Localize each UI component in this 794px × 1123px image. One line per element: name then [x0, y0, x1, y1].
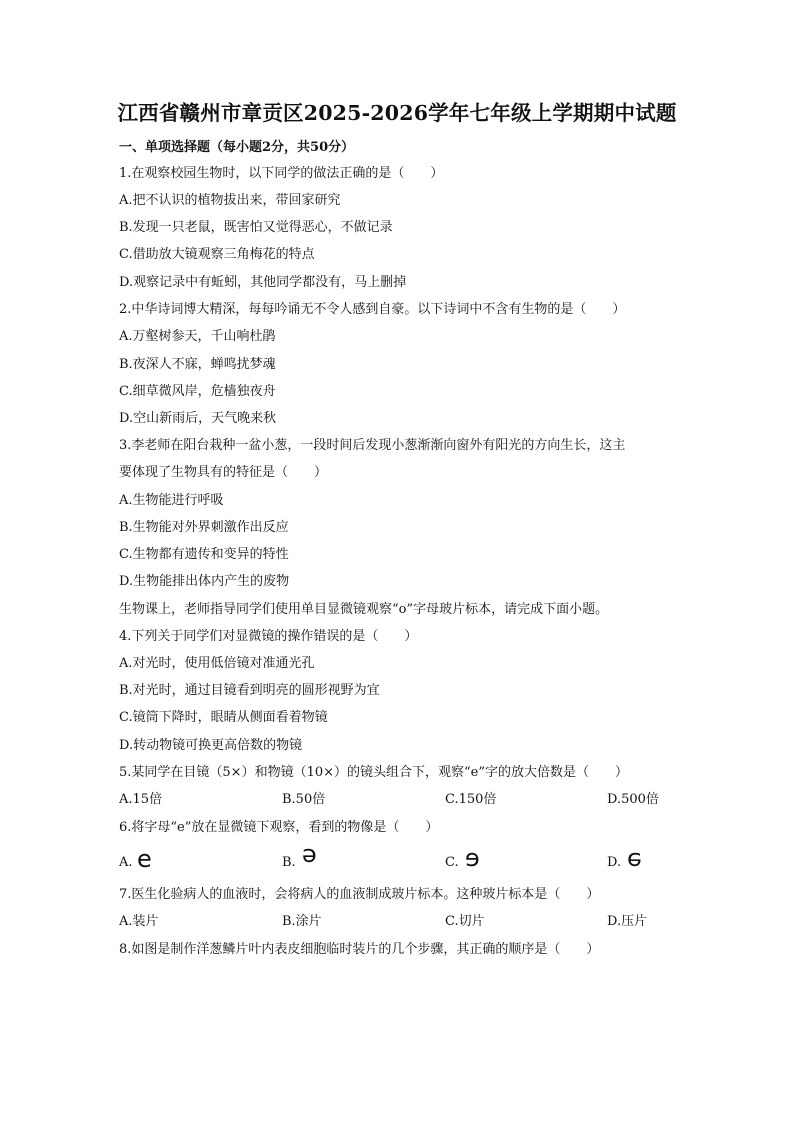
section-heading: 一、单项选择题（每小题2分，共50分） — [119, 140, 355, 155]
q5-option-d: D.500倍 — [607, 792, 659, 807]
q7-option-d: D.压片 — [607, 914, 648, 929]
q5-option-c: C.150倍 — [445, 792, 497, 807]
question-8-stem: 8.如图是制作洋葱鳞片叶内表皮细胞临时装片的几个步骤，其正确的顺序是（ ） — [119, 942, 600, 957]
question-1-stem: 1.在观察校园生物时，以下同学的做法正确的是（ ） — [119, 166, 444, 181]
q6-option-c-label: C. — [445, 855, 459, 870]
microscope-intro: 生物课上，老师指导同学们使用单目显微镜观察“o”字母玻片标本，请完成下面小题。 — [119, 602, 609, 617]
q7-option-a: A.装片 — [119, 914, 159, 929]
q4-option-b: B.对光时，通过目镜看到明亮的圆形视野为宜 — [119, 683, 380, 698]
e-rotated-image: e — [302, 843, 317, 871]
q1-option-c: C.借助放大镜观察三角梅花的特点 — [119, 247, 315, 262]
q3-option-a: A.生物能进行呼吸 — [119, 493, 224, 508]
e-upright-image: e — [137, 845, 152, 873]
question-5-stem: 5.某同学在目镜（5×）和物镜（10×）的镜头组合下，观察“e”字的放大倍数是（ ） — [119, 765, 628, 780]
question-2-stem: 2.中华诗词博大精深，每每吟诵无不令人感到自豪。以下诗词中不含有生物的是（ ） — [119, 302, 626, 317]
q6-option-d-label: D. — [607, 855, 622, 870]
question-3-stem-line1: 3.李老师在阳台栽种一盆小葱，一段时间后发现小葱渐渐向窗外有阳光的方向生长，这主 — [119, 438, 626, 453]
question-6-stem: 6.将字母“e”放在显微镜下观察，看到的物像是（ ） — [119, 820, 439, 835]
q1-option-a: A.把不认识的植物拔出来，带回家研究 — [119, 193, 341, 208]
question-3-stem-line2: 要体现了生物具有的特征是（ ） — [119, 465, 328, 480]
q6-option-a-label: A. — [119, 855, 133, 870]
q3-option-c: C.生物都有遗传和变异的特性 — [119, 547, 289, 562]
q1-option-d: D.观察记录中有蚯蚓，其他同学都没有，马上删掉 — [119, 275, 407, 290]
question-4-stem: 4.下列关于同学们对显微镜的操作错误的是（ ） — [119, 629, 418, 644]
q6-option-b-label: B. — [282, 855, 296, 870]
page-title: 江西省赣州市章贡区2025-2026学年七年级上学期期中试题 — [117, 101, 677, 125]
question-7-stem: 7.医生化验病人的血液时，会将病人的血液制成玻片标本。这种玻片标本是（ ） — [119, 887, 600, 902]
q2-option-a: A.万壑树参天，千山响杜鹃 — [119, 329, 276, 344]
q2-option-c: C.细草微风岸，危樯独夜舟 — [119, 384, 276, 399]
q2-option-b: B.夜深人不寐，蝉鸣扰梦魂 — [119, 357, 276, 372]
e-mirrored-image: e — [465, 844, 480, 872]
q3-option-d: D.生物能排出体内产生的废物 — [119, 574, 290, 589]
q3-option-b: B.生物能对外界刺激作出反应 — [119, 520, 289, 535]
q4-option-c: C.镜筒下降时，眼睛从侧面看着物镜 — [119, 710, 328, 725]
q4-option-d: D.转动物镜可换更高倍数的物镜 — [119, 738, 303, 753]
q7-option-b: B.涂片 — [282, 914, 322, 929]
e-flipped-image: e — [627, 847, 642, 875]
q1-option-b: B.发现一只老鼠，既害怕又觉得恶心，不做记录 — [119, 220, 393, 235]
q4-option-a: A.对光时，使用低倍镜对准通光孔 — [119, 656, 315, 671]
q5-option-a: A.15倍 — [119, 792, 163, 807]
q2-option-d: D.空山新雨后，天气晚来秋 — [119, 411, 277, 426]
q5-option-b: B.50倍 — [282, 792, 326, 807]
q7-option-c: C.切片 — [445, 914, 485, 929]
